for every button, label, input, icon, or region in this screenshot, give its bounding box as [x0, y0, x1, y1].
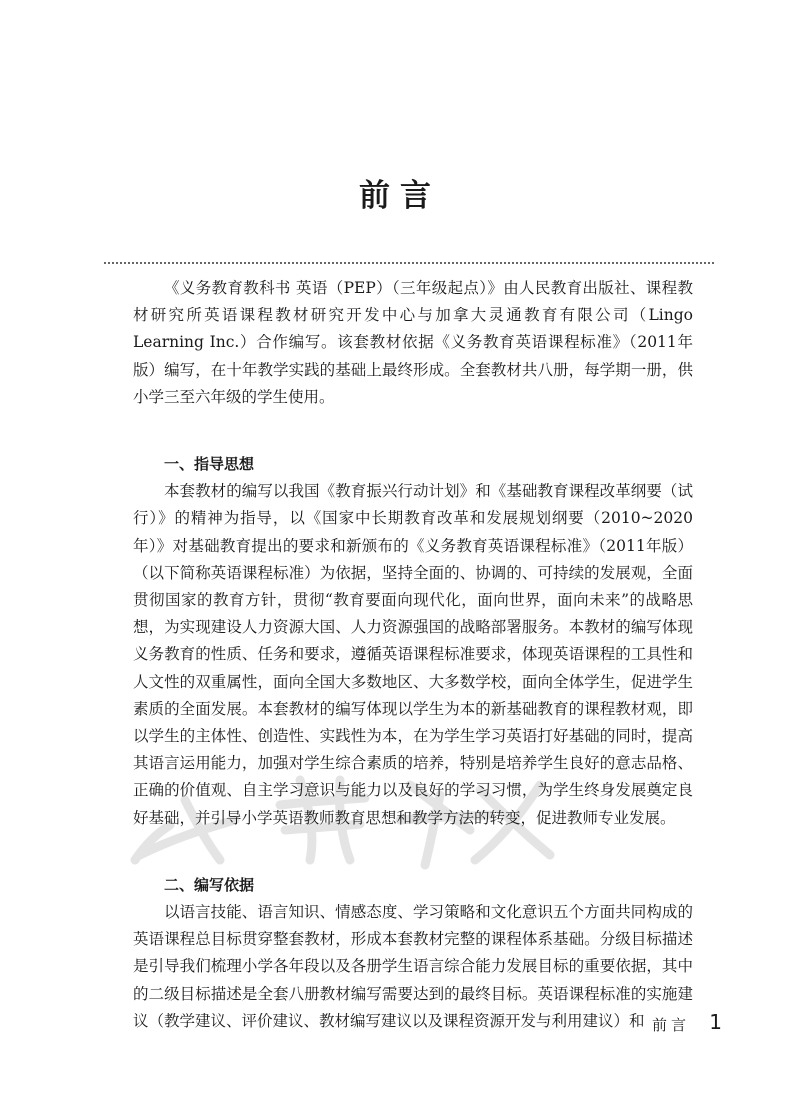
- paragraph-spacer: [133, 832, 693, 859]
- section-paragraph-guiding-ideology: 本套教材的编写以我国《教育振兴行动计划》和《基础教育课程改革纲要（试行）》的精神为指导，以《国家中长期教育改革和发展规划纲要（2010~2020年）》对基础教育提出的要求和新颁布的《义务教育英语课程标准》（2011年版）（以下简称英语课程标准）为依据，坚持全面的、协调的、可持续的发展观，全面贯彻国家的教育方针，贯彻“教育要面向现代化，面向世界，面向未来”的战略思想，为实现建设人力资源大国、人力资源强国的战略部署服务。本教材的编写体现义务教育的性质、任务和要求，遵循英语课程标准要求，体现英语课程的工具性和人文性的双重属性，面向全国大多数地区、大多数学校，面向全体学生，促进学生素质的全面发展。本套教材的编写体现以学生为本的新基础教育的课程教材观，即以学生的主体性、创造性、实践性为本，在为学生学习英语打好基础的同时，提高其语言运用能力，加强对学生综合素质的培养，特别是培养学生良好的意志品格、正确的价值观、自主学习意识与能力以及良好的学习习惯，为学生终身发展奠定良好基础，并引导小学英语教师教育思想和教学方法的转变，促进教师专业发展。: [133, 482, 693, 827]
- dotted-divider: [104, 262, 714, 264]
- section-heading-writing-basis: 二、编写依据: [164, 875, 255, 894]
- section-paragraph-writing-basis: 以语言技能、语言知识、情感态度、学习策略和文化意识五个方面共同构成的英语课程总目标贯穿整套教材，形成本套教材完整的课程体系基础。分级目标描述是引导我们梳理小学各年段以及各册学生语言综合能力发展目标的重要依据，其中的二级目标描述是全套八册教材编写需要达到的最终目标。英语课程标准的实施建议（教学建议、评价建议、教材编写建议以及课程资源开发与利用建议）和: [133, 903, 693, 1030]
- page-title: 前言: [359, 178, 441, 214]
- footer-section-label: 前言: [651, 1016, 690, 1034]
- intro-paragraph: 《义务教育教科书 英语（PEP）（三年级起点）》由人民教育出版社、课程教材研究所英语课程教材研究开发中心与加拿大灵通教育有限公司（Lingo Learning Inc.）合作编写。该套教材依据《义务教育英语课程标准》（2011年版）编写，在十年教学实践的基础上最终形成。全套教材共八册，每学期一册，供小学三至六年级的学生使用。: [133, 279, 693, 406]
- page-footer: [0, 1010, 800, 1040]
- paragraph-spacer: [133, 411, 693, 438]
- section-heading-guiding-ideology: 一、指导思想: [164, 455, 255, 474]
- page-number: 1: [709, 1010, 722, 1034]
- preface-body: [133, 275, 693, 1035]
